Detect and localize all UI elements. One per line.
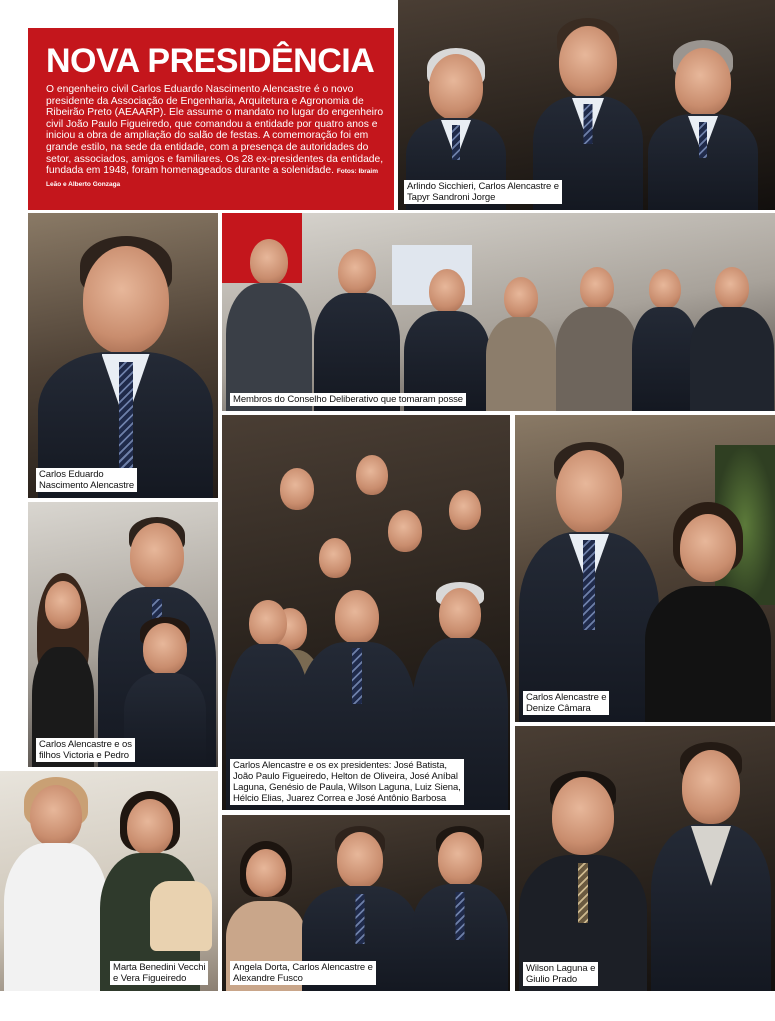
article-body-text: O engenheiro civil Carlos Eduardo Nascimento Alencastre é o novo presidente da Associação de Engenharia, Arquitetura e Agronomia de Ribeirão Preto (AEAARP). Ele assume o mandato no lugar do engenheiro civil João Paulo Figueiredo, que comandou a entidade por quatro anos e iniciou a obra de ampliação do salão de festas. A comemoração foi em grande estilo, na sede da entidade, com a presença de autoridades do setor, associados, amigos e familiares. Os 28 ex-presidentes da entidade, fundada em 1948, foram homenageados durante a solenidade. bbox=[46, 84, 384, 177]
photo-caption: Arlindo Sicchieri, Carlos Alencastre e Tapyr Sandroni Jorge bbox=[404, 180, 562, 204]
photo-caption: Carlos Eduardo Nascimento Alencastre bbox=[36, 468, 137, 492]
flower-bouquet bbox=[150, 881, 212, 951]
photo-sicchieri-alencastre-sandroni bbox=[398, 0, 775, 210]
person bbox=[556, 261, 638, 411]
person bbox=[519, 751, 647, 991]
photo-carlos-children bbox=[28, 502, 218, 767]
person bbox=[4, 777, 108, 991]
photo-carlos-denize bbox=[515, 415, 775, 722]
photo-carlos-portrait bbox=[28, 213, 218, 498]
person bbox=[645, 502, 771, 722]
photo-caption: Marta Benedini Vecchi e Vera Figueiredo bbox=[110, 961, 208, 985]
person bbox=[38, 228, 213, 498]
person bbox=[314, 239, 400, 411]
photo-ex-presidentes bbox=[222, 415, 510, 810]
photo-caption: Carlos Alencastre e os filhos Victoria e Pedro bbox=[36, 738, 135, 762]
person bbox=[632, 263, 698, 411]
photo-credit: Fotos: Ibraim Leão e Alberto Gonzaga bbox=[46, 168, 378, 188]
photo-conselho-deliberativo bbox=[222, 213, 775, 411]
person bbox=[519, 432, 659, 722]
person bbox=[690, 261, 774, 411]
photo-caption: Angela Dorta, Carlos Alencastre e Alexandre Fusco bbox=[230, 961, 376, 985]
person bbox=[648, 30, 758, 210]
person bbox=[32, 567, 94, 767]
photo-caption: Carlos Alencastre e os ex presidentes: José Batista, João Paulo Figueiredo, Helton de Oliveira, José Aníbal Laguna, Genésio de Paula, Wilson Laguna, Luiz Siena, Hélcio Elias, Juarez Correa e José Antônio Barbosa bbox=[230, 759, 464, 805]
photo-marta-vera bbox=[0, 771, 218, 991]
photo-wilson-giulio bbox=[515, 726, 775, 991]
photo-caption: Carlos Alencastre e Denize Câmara bbox=[523, 691, 609, 715]
person bbox=[486, 271, 556, 411]
photo-caption: Membros do Conselho Deliberativo que tomaram posse bbox=[230, 393, 466, 406]
person bbox=[226, 231, 312, 411]
title-box bbox=[28, 28, 394, 210]
article-title: NOVA PRESIDÊNCIA bbox=[46, 42, 375, 80]
person bbox=[412, 826, 508, 991]
photo-caption: Wilson Laguna e Giulio Prado bbox=[523, 962, 598, 986]
article-body bbox=[46, 84, 390, 190]
person bbox=[651, 736, 771, 991]
photo-angela-carlos-alexandre bbox=[222, 815, 510, 991]
person bbox=[124, 617, 206, 767]
person bbox=[404, 261, 490, 411]
